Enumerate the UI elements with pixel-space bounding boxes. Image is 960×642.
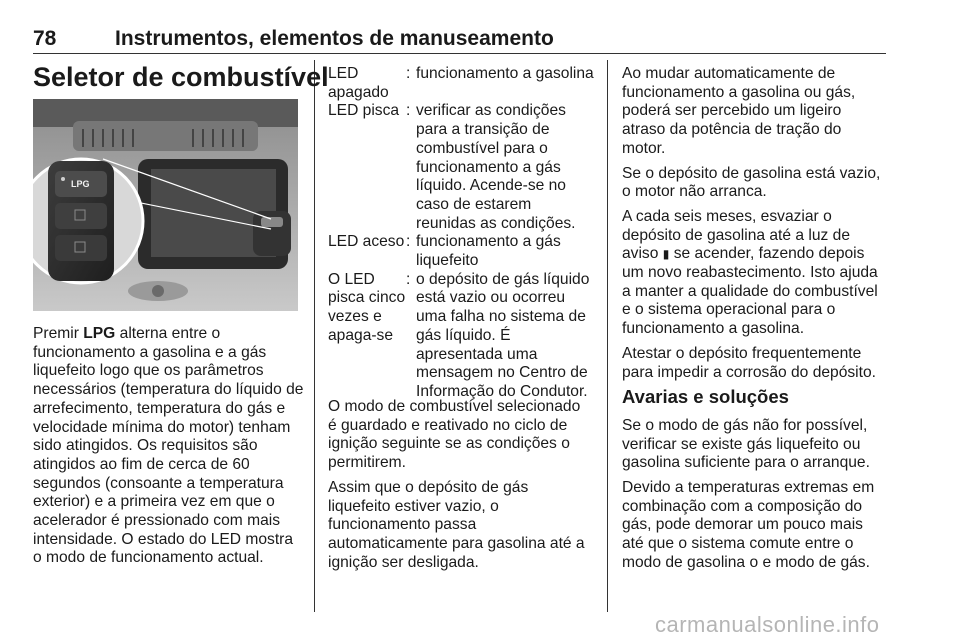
separator: : (406, 233, 411, 251)
page-header-title: Instrumentos, elementos de manuseamento (115, 27, 554, 50)
led-state: O LED pisca cinco vezes e apaga-se (328, 270, 406, 344)
header-rule (33, 53, 886, 54)
watermark: carmanualsonline.info (655, 612, 880, 637)
led-state: LED aceso (328, 233, 405, 251)
lpg-keyword: LPG (83, 325, 116, 342)
led-state: LED pisca (328, 102, 400, 120)
separator: : (406, 270, 411, 288)
separator: : (406, 65, 411, 82)
petrol-empty-paragraph: Se o depósito de gasolina está vazio, o motor não arranca. (622, 164, 881, 201)
led-meaning: funcionamento a gasolina (416, 65, 594, 82)
table-row (328, 233, 594, 270)
lpg-empty-paragraph: Assim que o depósito de gás liquefeito estiver vazio, o funcionamento passa automaticamente para gasolina até a ignição ser desligada. (328, 478, 585, 571)
fuel-mode-memory-paragraph: O modo de combustível selecionado é guardado e reativado no ciclo de ignição seguinte se as condições o permitirem. (328, 398, 581, 472)
led-meaning: verificar as condições para a transição de combustível para o funcionamento a gás líquido. Acende-se no caso de estarem reunidas as condições. (416, 102, 576, 232)
table-row (328, 271, 594, 402)
column-1-text (33, 325, 305, 574)
lpg-button-photo (33, 99, 298, 311)
six-month-paragraph: A cada seis meses, esvaziar o depósito de gasolina até a luz de aviso ▮ se acender, fazendo depois um novo reabastecimento. Isto ajuda a manter a qualidade do combustível e o sistema operacional para o funcionamento a gasolina. (622, 207, 878, 338)
switch-delay-paragraph: Ao mudar automaticamente de funcionamento a gasolina ou gás, poderá ser percebido um ligeiro atraso da potência de tração do motor. (622, 65, 856, 157)
faults-subheading: Avarias e soluções (622, 386, 789, 408)
extreme-temperature-paragraph: Devido a temperaturas extremas em combinação com a composição do gás, pode demorar um pouco mais até que o sistema comute entre o modo de gasolina o e modo de gás. (622, 479, 875, 571)
table-row (328, 102, 594, 233)
column-3-text (622, 65, 888, 579)
table-row (328, 65, 594, 102)
led-meaning: o depósito de gás líquido está vazio ou ocorreu uma falha no sistema de gás líquido. É apresentada uma mensagem no Centro de Informação do Condutor. (416, 270, 590, 400)
led-status-table (328, 65, 594, 402)
column-divider-1 (314, 60, 315, 612)
led-meaning: funcionamento a gás liquefeito (416, 233, 561, 270)
separator: : (406, 102, 411, 120)
lpg-intro-paragraph: Premir LPG alterna entre o funcionamento a gasolina e a gás liquefeito logo que os parâmetros necessários (temperatura do líquido de arrefecimento, temperatura do gás e velocidade mínima do motor) tenham sido atingidos. Os requisitos são atingidos ao fim de cerca de 60 segundos (consoante a temperatura exterior) e a primeira vez em que o acelerador é pressionado com mais intensidade. O estado do LED mostra o modo de funcionamento actual. (33, 325, 304, 567)
page-number: 78 (33, 27, 57, 50)
column-divider-2 (607, 60, 608, 612)
section-title: Seletor de combustível (33, 62, 329, 92)
lpg-button-label: LPG (71, 179, 90, 189)
column-2-text (328, 398, 592, 578)
gas-not-possible-paragraph: Se o modo de gás não for possível, verificar se existe gás liquefeito ou gasolina suficiente para o arranque. (622, 416, 870, 472)
refuel-paragraph: Atestar o depósito frequentemente para impedir a corrosão do depósito. (622, 344, 876, 381)
fuel-warning-icon: ▮ (662, 247, 670, 262)
led-state: LED apagado (328, 65, 389, 101)
